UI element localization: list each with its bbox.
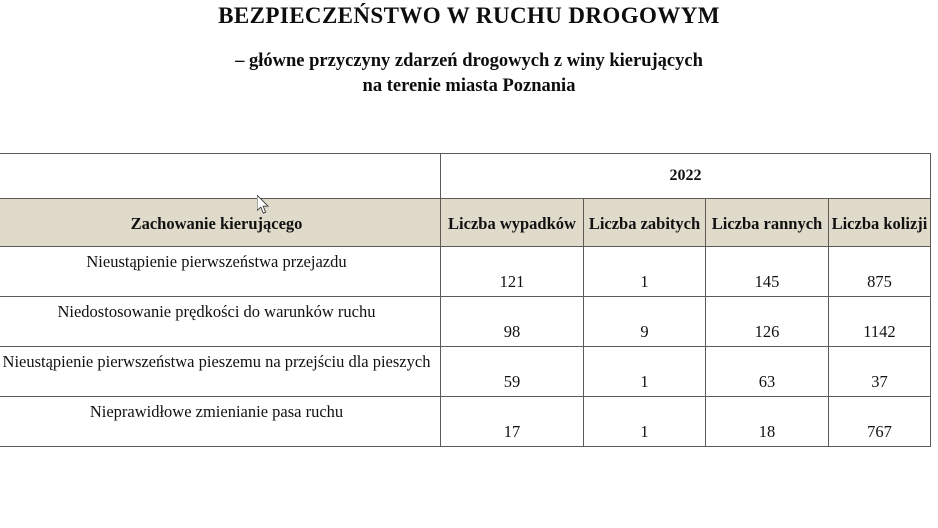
row-label-behaviour: Niedostosowanie prędkości do warunków ruchu: [57, 302, 376, 321]
table-row: [0, 297, 931, 347]
title-block: [0, 0, 938, 99]
row-label-behaviour: Nieustąpienie pierwszeństwa pieszemu na przejściu dla pieszych: [2, 352, 431, 371]
cell-accidents: [441, 397, 584, 447]
cell-behaviour: [0, 247, 441, 297]
cell-injured: [706, 297, 829, 347]
cell-collisions: [829, 347, 931, 397]
header-corner-blank: [0, 154, 441, 199]
row-value-injured: 63: [758, 372, 776, 391]
header-cell-injured: [706, 199, 829, 247]
header-cell-collisions: [829, 199, 931, 247]
row-value-collisions: 875: [867, 272, 892, 291]
row-value-collisions: 1142: [863, 322, 896, 341]
row-value-killed: 1: [640, 422, 649, 441]
cell-collisions: [829, 297, 931, 347]
row-value-accidents: 59: [503, 372, 521, 391]
header-label-killed: Liczba zabitych: [588, 214, 701, 233]
subtitle-line-2: na terenie miasta Poznania: [362, 76, 576, 96]
cell-accidents: [441, 247, 584, 297]
header-cell-accidents: [441, 199, 584, 247]
subtitle-block: [0, 49, 938, 99]
row-value-killed: 1: [640, 372, 649, 391]
header-label-behaviour: Zachowanie kierującego: [130, 214, 303, 233]
cell-behaviour: [0, 347, 441, 397]
table-header-row-year: [0, 154, 931, 199]
header-cell-behaviour: [0, 199, 441, 247]
road-safety-table: [0, 153, 931, 447]
page-title: BEZPIECZEŃSTWO W RUCHU DROGOWYM: [218, 3, 720, 28]
row-value-accidents: 17: [503, 422, 521, 441]
table-row: [0, 397, 931, 447]
row-value-injured: 126: [754, 322, 780, 341]
cell-killed: [584, 347, 706, 397]
row-value-collisions: 767: [867, 422, 892, 441]
statistics-table-container: [0, 153, 930, 447]
row-value-killed: 1: [640, 272, 649, 291]
header-label-injured: Liczba rannych: [711, 214, 823, 233]
header-year-group: [441, 154, 931, 199]
table-header-row-columns: [0, 199, 931, 247]
row-value-accidents: 98: [503, 322, 521, 341]
cell-killed: [584, 297, 706, 347]
row-label-behaviour: Nieprawidłowe zmienianie pasa ruchu: [89, 402, 344, 421]
header-label-collisions: Liczba kolizji: [831, 214, 928, 233]
cell-killed: [584, 247, 706, 297]
row-label-behaviour: Nieustąpienie pierwszeństwa przejazdu: [86, 252, 347, 271]
cell-accidents: [441, 297, 584, 347]
row-value-accidents: 121: [499, 272, 525, 291]
table-row: [0, 247, 931, 297]
row-value-collisions: 37: [871, 372, 888, 391]
header-cell-killed: [584, 199, 706, 247]
header-label-accidents: Liczba wypadków: [448, 214, 576, 233]
row-value-injured: 145: [754, 272, 780, 291]
cell-killed: [584, 397, 706, 447]
cell-collisions: [829, 247, 931, 297]
cell-injured: [706, 347, 829, 397]
cell-behaviour: [0, 297, 441, 347]
table-row: [0, 347, 931, 397]
cell-behaviour: [0, 397, 441, 447]
cell-injured: [706, 247, 829, 297]
cell-injured: [706, 397, 829, 447]
subtitle-line-1: – główne przyczyny zdarzeń drogowych z winy kierujących: [235, 51, 703, 71]
row-value-killed: 9: [640, 322, 649, 341]
cell-collisions: [829, 397, 931, 447]
row-value-injured: 18: [758, 422, 776, 441]
cell-accidents: [441, 347, 584, 397]
year-label: 2022: [669, 167, 702, 184]
